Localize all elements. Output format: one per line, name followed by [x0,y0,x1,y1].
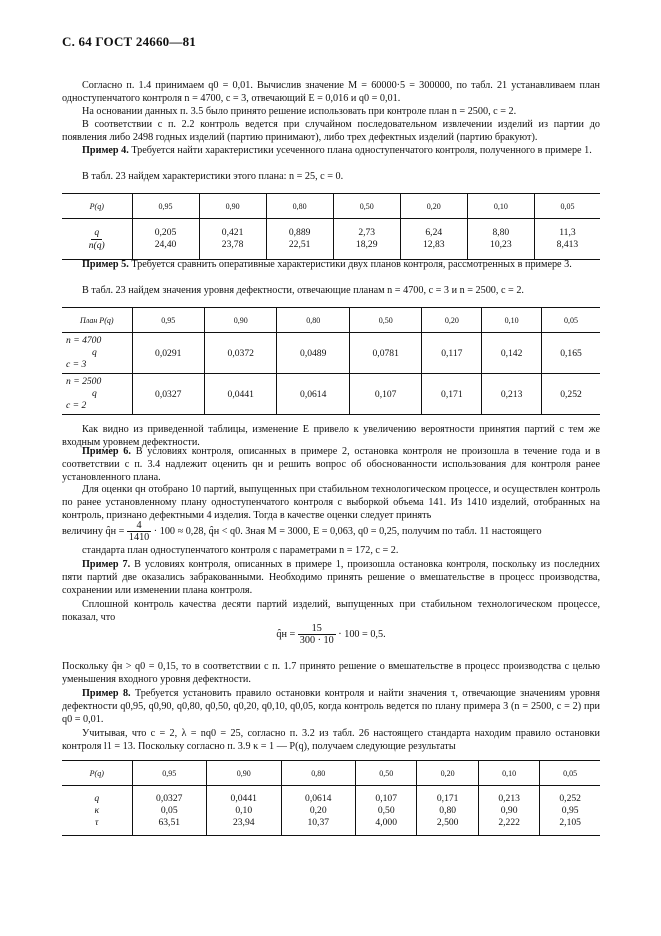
column-header: 0,50 [349,308,421,333]
table-cell: 0,252 [542,374,601,415]
cell-nq: 23,78 [221,239,244,250]
paragraph-text: Требуется найти характеристики усеченного плана одноступенчатого контроля, полученного в примере 1. [131,145,592,156]
cell-q: 0,0441 [230,792,257,804]
column-header: 0,90 [207,761,282,786]
column-header: 0,90 [204,308,276,333]
paragraph: Согласно п. 1.4 принимаем q0 = 0,01. Вычислив значение М = 60000·5 = 300000, по табл. 21 устанавливаем план одноступенчатого контроля n = 4700, с = 3, отвечающий Е = 0,016 и q0 = 0,01. [62,80,600,104]
table-characteristics [62,193,600,260]
column-header: 0,10 [482,308,542,333]
paragraph: На основании данных п. 3.5 было принято решение использовать при контроле план n = 2500, c = 2. [82,106,517,117]
plan-c: c = 3 [66,359,87,370]
example-8 [62,687,600,726]
paragraph: В соответствии с п. 2.2 контроль ведется при случайном последовательном извлечении изделий из партии до появления либо 2498 годных изделий (партию принимают), либо трех дефектных изделий (партию бракуют). [62,119,600,143]
example-label: Пример 7. [82,559,131,570]
table-cell [132,219,199,260]
column-header: 0,95 [132,308,204,333]
column-header: 0,20 [417,761,478,786]
column-header: 0,10 [478,761,539,786]
eq-suffix: · 100 = 0,5. [338,628,386,640]
example-4 [62,144,600,157]
cell-tau: 10,37 [307,816,330,828]
example-label: Пример 5. [82,259,129,270]
page-header: С. 64 ГОСТ 24660—81 [62,34,196,49]
paragraph-text: В условиях контроля, описанных в примере 1, произошла остановка контроля, поскольку из последних пяти партий две оказались забракованными. Необходимо принять решение о вмешательстве в процесс производства, сохранении или изменении плана контроля. [62,559,601,596]
header-label: P(q) [62,761,132,786]
cell-nq: 8,413 [556,239,579,250]
table-cell [540,786,600,836]
row-label-kappa: κ [94,804,100,816]
cell-q: 0,171 [436,792,459,804]
plan-c: c = 2 [66,400,87,411]
table-header-row [62,194,600,219]
table-cell [207,786,282,836]
table-cell [356,786,417,836]
table-stop-rule [62,760,600,836]
column-header: 0,10 [467,194,534,219]
paragraph: В табл. 23 найдем значения уровня дефектности, отвечающие планам n = 4700, c = 3 и n = 2500, c = 2. [82,285,524,296]
cell-nq: 22,51 [288,239,311,250]
paragraph: Сплошной контроль качества десяти партий изделий, выпущенных при стабильном технологическом процессе, показал, что [62,599,600,623]
example-7 [62,558,600,597]
cell-q: 0,421 [221,227,244,238]
column-header: 0,95 [132,194,199,219]
example-5 [62,258,600,271]
table-cell: 0,0372 [204,333,276,374]
cell-kappa: 0,20 [309,804,327,816]
cell-tau: 23,94 [232,816,255,828]
table-cell: 0,0781 [349,333,421,374]
table-cell: 0,0441 [204,374,276,415]
table-cell: 0,0291 [132,333,204,374]
eq-prefix: q̂н = [276,628,296,640]
row-label-tau: τ [95,816,99,828]
table-row [62,374,600,415]
table-cell [199,219,266,260]
eq-prefix: величину q̂н = [62,525,125,537]
fraction-denominator: 300 · 10 [299,635,334,646]
table-cell: 0,142 [482,333,542,374]
table-plans [62,307,600,415]
cell-q: 0,0327 [156,792,183,804]
example-label: Пример 8. [82,688,131,699]
table-cell: 0,165 [542,333,601,374]
cell-q: 2,73 [358,227,376,238]
paragraph: В табл. 23 найдем характеристики этого плана: n = 25, с = 0. [82,171,344,182]
table-cell [478,786,539,836]
cell-kappa: 0,10 [235,804,253,816]
table-cell: 0,117 [422,333,482,374]
cell-tau: 63,51 [158,816,181,828]
column-header: 0,50 [333,194,400,219]
column-header: 0,20 [400,194,467,219]
cell-q: 0,205 [154,227,177,238]
row-label-q: q [94,792,100,804]
header-label: P(q) [62,194,132,219]
equation-line [62,520,600,543]
table-cell [281,786,356,836]
equation-block [62,623,600,646]
row-label [62,786,132,836]
fraction-denominator: 1410 [128,532,150,543]
cell-nq: 12,83 [422,239,445,250]
plan-q: q [92,347,97,358]
cell-q: 8,80 [492,227,510,238]
eq-suffix: · 100 ≈ 0,28, q̂н < q0. Зная М = 3000, Е = 0,063, q0 = 0,25, получим по табл. 11 настоящего [153,525,542,537]
fraction [127,520,151,543]
row-label-q: q [91,227,102,240]
column-header: 0,95 [132,761,207,786]
row-label [62,219,132,260]
cell-q: 11,3 [559,227,576,238]
column-header: 0,05 [540,761,600,786]
column-header: 0,20 [422,308,482,333]
plan-n: n = 2500 [66,376,102,387]
column-header: 0,05 [542,308,601,333]
cell-tau: 2,105 [559,816,581,828]
table-cell [534,219,600,260]
column-header: 0,80 [266,194,333,219]
table-row [62,333,600,374]
table-cell: 0,107 [349,374,421,415]
table-cell [132,786,207,836]
cell-nq: 18,29 [355,239,378,250]
column-header: 0,80 [277,308,349,333]
table-cell: 0,0327 [132,374,204,415]
table-cell [467,219,534,260]
example-label: Пример 4. [82,145,129,156]
cell-nq: 10,23 [490,239,512,250]
paragraph: Поскольку q̂н > q0 = 0,15, то в соответствии с п. 1.7 принято решение о вмешательстве в процесс производства с целью уменьшения входного уровня дефектности. [62,661,600,685]
cell-kappa: 0,90 [500,804,518,816]
paragraph-text: Требуется установить правило остановки контроля и найти значения τ, отвечающие значениям уровня дефектности q0,95, q0,90, q0,80, q0,50, q0,20, q0,10, q0,05, когда контроль ведется по плану примера 3 (n = 2500, c = 2) при q0 = 0,01. [62,688,600,725]
table-cell: 0,0614 [277,374,349,415]
table-cell: 0,0489 [277,333,349,374]
plan-label [62,374,132,415]
column-header: 0,80 [281,761,356,786]
cell-q: 0,0614 [305,792,332,804]
plan-label [62,333,132,374]
table-row [62,219,600,260]
fraction-numerator: 15 [298,623,336,635]
paragraph-text: Требуется сравнить оперативные характеристики двух планов контроля, рассмотренных в примере 3. [131,259,572,270]
cell-q: 0,107 [375,792,398,804]
plan-q: q [92,388,97,399]
cell-q: 0,252 [559,792,581,804]
paragraph: Как видно из приведенной таблицы, изменение Е привело к увеличению вероятности принятия партий с тем же входным уровнем дефектности. [62,424,600,448]
cell-tau: 2,500 [436,816,459,828]
table-row [62,786,600,836]
example-label: Пример 6. [82,446,131,457]
cell-q: 0,889 [288,227,311,238]
table-cell [400,219,467,260]
paragraph: стандарта план одноступенчатого контроля с параметрами n = 172, с = 2. [82,545,399,556]
cell-q: 6,24 [425,227,443,238]
paragraph-text: В условиях контроля, описанных в примере 2, остановка контроля не произошла в течение года и в соответствии с п. 3.4 надлежит оценить qн и решить вопрос об обоснованности использования для контроля ранее установленного плана. [62,446,600,483]
fraction [298,623,336,646]
header-label: План P(q) [62,308,132,333]
column-header: 0,90 [199,194,266,219]
plan-n: n = 4700 [66,335,102,346]
row-label-nq: n(q) [88,239,105,251]
example-6 [62,445,600,484]
table-header-row [62,308,600,333]
column-header: 0,05 [534,194,600,219]
table-cell [417,786,478,836]
paragraph: Учитывая, что с = 2, λ = nq0 = 25, согласно п. 3.2 из табл. 26 настоящего стандарта находим правило остановки контроля l1 = 13. Поскольку согласно п. 3.9 κ = 1 — P(q), получаем следующие результаты [62,728,600,752]
cell-kappa: 0,80 [439,804,457,816]
table-cell: 0,213 [482,374,542,415]
table-header-row [62,761,600,786]
cell-kappa: 0,95 [561,804,579,816]
table-cell [333,219,400,260]
cell-tau: 2,222 [498,816,520,828]
cell-kappa: 0,50 [377,804,395,816]
paragraph: Для оценки qн отобрано 10 партий, выпущенных при стабильном технологическом процессе, и осуществлен контроль по ранее установленному плану одноступенчатого контроля с выборкой объема 141. Из 1410 изделий, отобранных на контроль, признано дефектными 4 изделия. Тогда в качестве оценки следует принять [62,484,600,521]
cell-q: 0,213 [498,792,520,804]
column-header: 0,50 [356,761,417,786]
cell-kappa: 0,05 [160,804,178,816]
cell-nq: 24,40 [154,239,177,250]
fraction-numerator: 4 [127,520,151,532]
cell-tau: 4,000 [375,816,398,828]
table-cell: 0,171 [422,374,482,415]
table-cell [266,219,333,260]
